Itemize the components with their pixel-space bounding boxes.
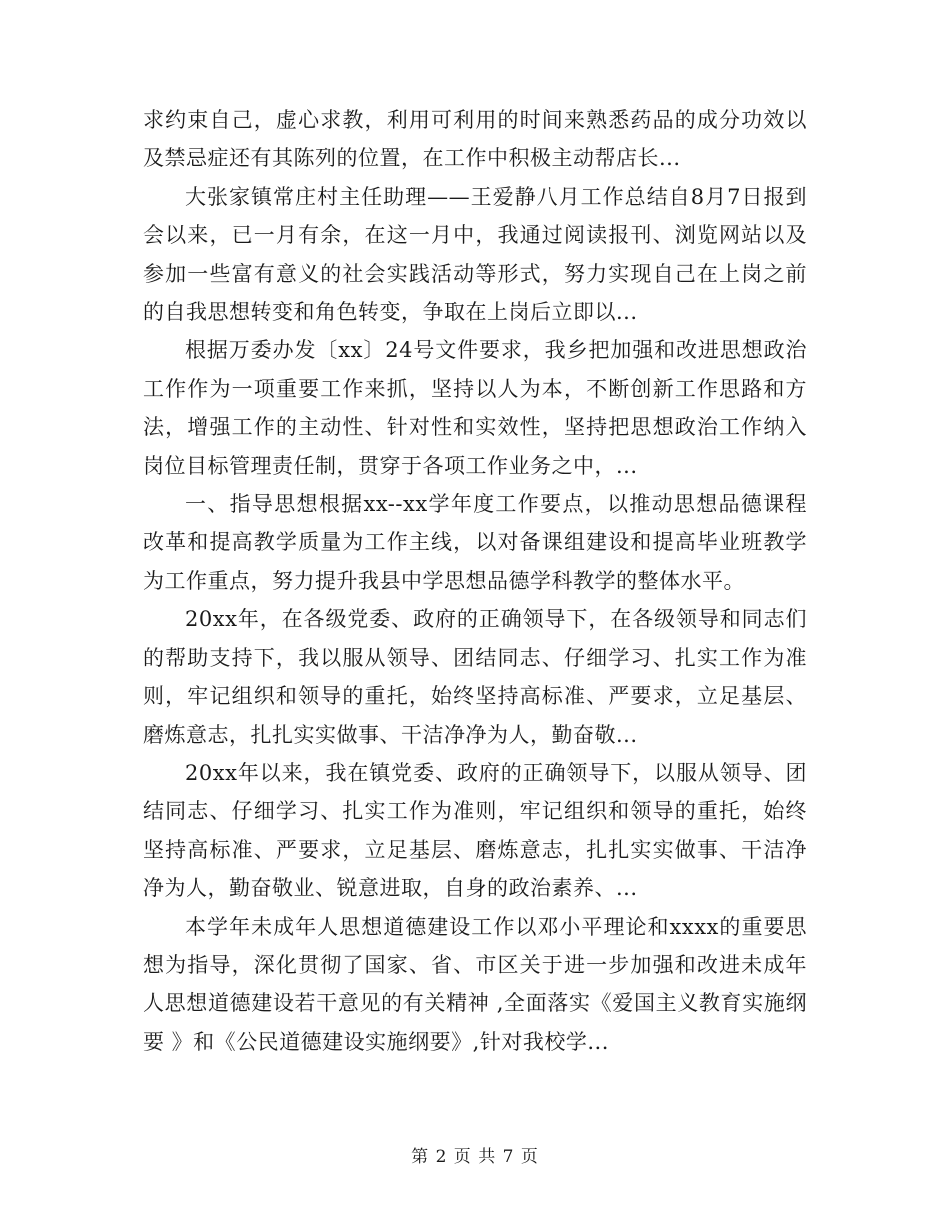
- paragraph-7: 本学年未成年人思想道德建设工作以邓小平理论和xxxx的重要思想为指导，深化贯彻了国家、省、市区关于进一步加强和改进未成年人思想道德建设若干意见的有关精神 ,全面落实《爱国主义教育实施纲要 》和《公民道德建设实施纲要》,针对我校学...: [143, 914, 807, 1054]
- paragraph-5: 20xx年，在各级党委、政府的正确领导下，在各级领导和同志们的帮助支持下，我以服从领导、团结同志、仔细学习、扎实工作为准则，牢记组织和领导的重托，始终坚持高标准、严要求，立足基层、磨炼意志，扎扎实实做事、干洁净净为人，勤奋敬...: [143, 607, 807, 747]
- paragraph-2: 大张家镇常庄村主任助理——王爱静八月工作总结自8月7日报到会以来，已一月有余，在这一月中，我通过阅读报刊、浏览网站以及参加一些富有意义的社会实践活动等形式，努力实现自己在上岗之前的自我思想转变和角色转变，争取在上岗后立即以...: [143, 184, 807, 325]
- page-footer: [0, 1145, 950, 1169]
- paragraph-1: 求约束自己，虚心求教，利用可利用的时间来熟悉药品的成分功效以及禁忌症还有其陈列的位置，在工作中积极主动帮店长...: [143, 108, 807, 171]
- document-body: [143, 101, 807, 1061]
- paragraph-4: 一、指导思想根据xx--xx学年度工作要点，以推动思想品德课程改革和提高教学质量为工作主线，以对备课组建设和提高毕业班教学为工作重点，努力提升我县中学思想品德学科教学的整体水平。: [143, 492, 807, 593]
- paragraph-6: 20xx年以来，我在镇党委、政府的正确领导下，以服从领导、团结同志、仔细学习、扎实工作为准则，牢记组织和领导的重托，始终坚持高标准、严要求，立足基层、磨炼意志，扎扎实实做事、干洁净净为人，勤奋敬业、锐意进取，自身的政治素养、...: [143, 760, 807, 901]
- page-number-label: 第 2 页 共 7 页: [411, 1147, 539, 1167]
- paragraph-3: 根据万委办发〔xx〕24号文件要求，我乡把加强和改进思想政治工作作为一项重要工作来抓，坚持以人为本，不断创新工作思路和方法，增强工作的主动性、针对性和实效性，坚持把思想政治工作纳入岗位目标管理责任制，贯穿于各项工作业务之中，...: [143, 338, 807, 478]
